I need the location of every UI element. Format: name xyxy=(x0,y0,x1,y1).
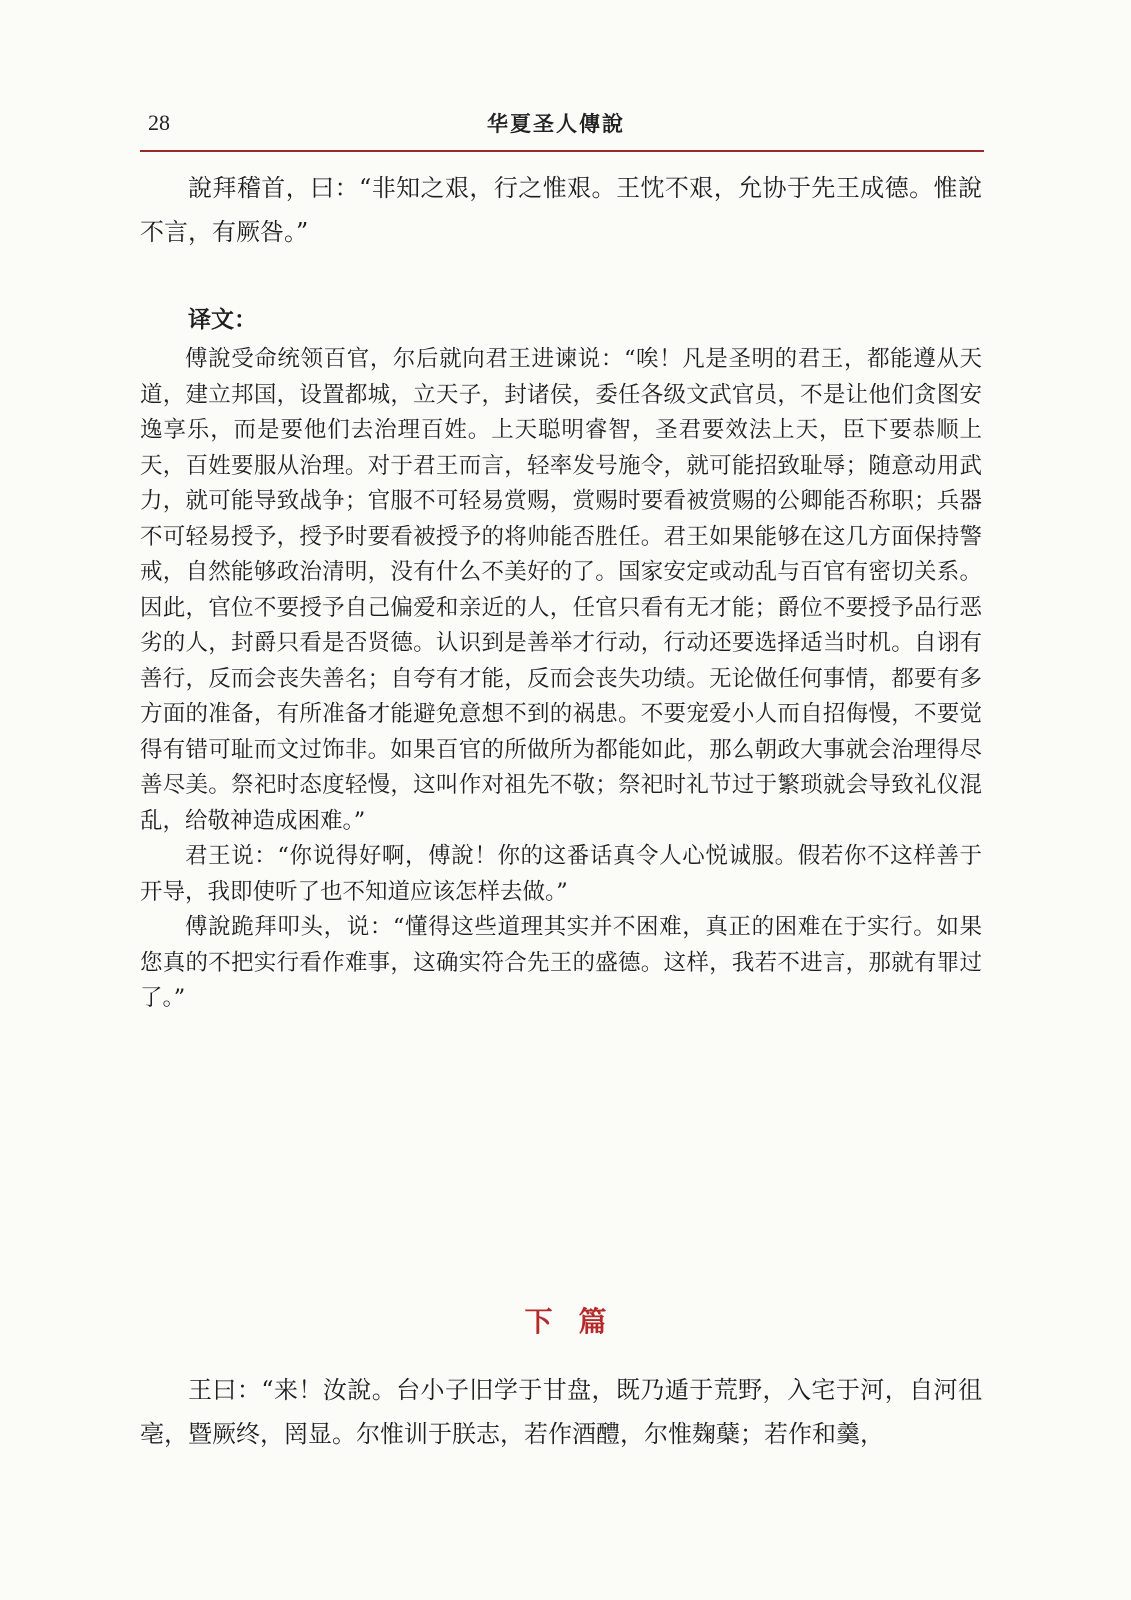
translation-paragraph: 君王说：“你说得好啊，傅說！你的这番话真令人心悦诚服。假若你不这样善于开导，我即使听了也不知道应该怎样去做。” xyxy=(140,843,982,905)
book-title: 华夏圣人傳說 xyxy=(487,112,625,136)
original-paragraph: 王曰：“来！汝說。台小子旧学于甘盘，既乃遁于荒野，入宅于河，自河徂亳，暨厥终，罔显。尔惟训于朕志，若作酒醴，尔惟麹蘖；若作和羹， xyxy=(140,1376,982,1448)
header-rule xyxy=(140,150,984,152)
translation-paragraph: 傅說受命统领百官，尔后就向君王进谏说：“唉！凡是圣明的君王，都能遵从天道，建立邦国，设置都城，立天子，封诸侯，委任各级文武官员，不是让他们贪图安逸享乐，而是要他们去治理百姓。上天聪明睿智，圣君要效法上天，臣下要恭顺上天，百姓要服从治理。对于君王而言，轻率发号施令，就可能招致耻辱；随意动用武力，就可能导致战争；官服不可轻易赏赐，赏赐时要看被赏赐的公卿能否称职；兵器不可轻易授予，授予时要看被授予的将帅能否胜任。君王如果能够在这几方面保持警戒，自然能够政治清明，没有什么不美好的了。国家安定或动乱与百官有密切关系。因此，官位不要授予自己偏爱和亲近的人，任官只看有无才能；爵位不要授予品行恶劣的人，封爵只看是否贤德。认识到是善举才行动，行动还要选择适当时机。自诩有善行，反而会丧失善名；自夸有才能，反而会丧失功绩。无论做任何事情，都要有多方面的准备，有所准备才能避免意想不到的祸患。不要宠爱小人而自招侮慢，不要觉得有错可耻而文过饰非。如果百官的所做所为都能如此，那么朝政大事就会治理得尽善尽美。祭祀时态度轻慢，这叫作对祖先不敬；祭祀时礼节过于繁琐就会导致礼仪混乱，给敬神造成困难。” xyxy=(140,346,982,834)
section-heading: 下篇 xyxy=(524,1305,633,1338)
original-text-block xyxy=(140,166,982,254)
original-paragraph: 說拜稽首，曰：“非知之艰，行之惟艰。王忱不艰，允协于先王成德。惟說不言，有厥咎。” xyxy=(140,174,982,246)
translation-label: 译文： xyxy=(188,306,257,333)
translation-block xyxy=(140,342,982,1017)
page-number: 28 xyxy=(148,110,170,135)
translation-paragraph: 傅說跪拜叩头，说：“懂得这些道理其实并不困难，真正的困难在于实行。如果您真的不把实行看作难事，这确实符合先王的盛德。这样，我若不进言，那就有罪过了。” xyxy=(140,914,982,1011)
original-text-block-2 xyxy=(140,1368,982,1456)
